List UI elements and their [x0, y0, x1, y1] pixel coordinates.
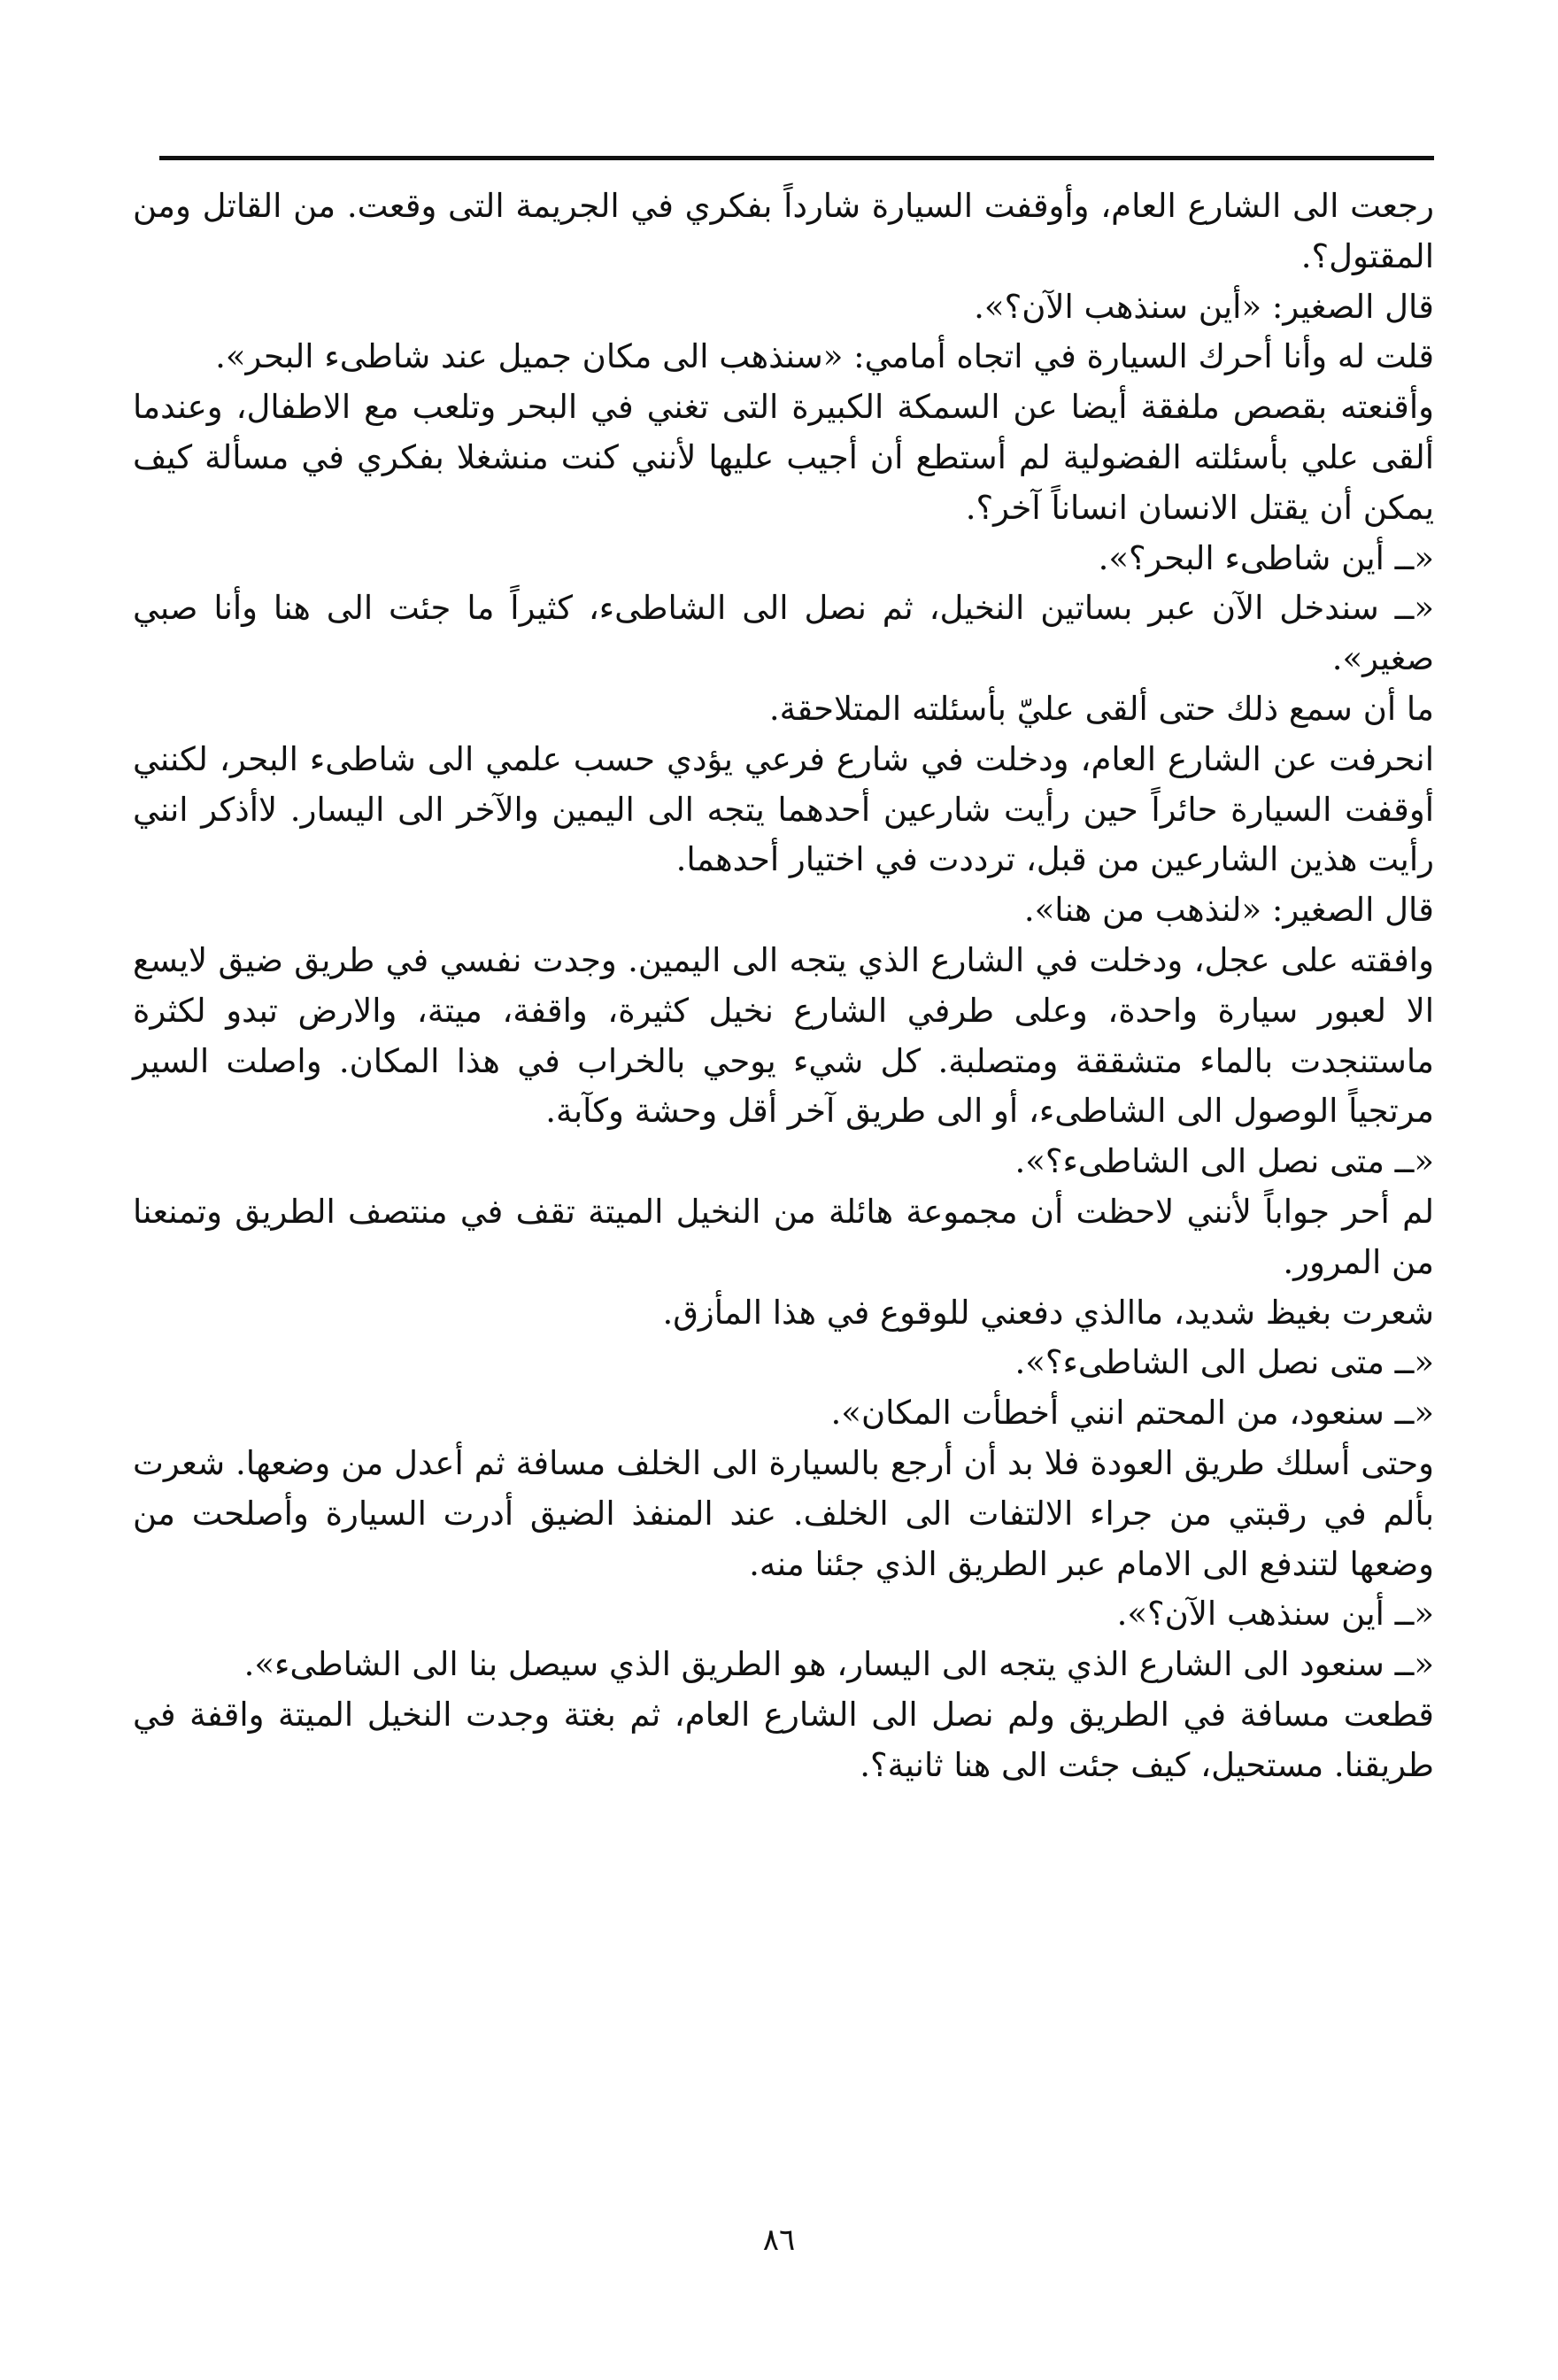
paragraph: وأقنعته بقصص ملفقة أيضا عن السمكة الكبيرة التى تغني في البحر وتلعب مع الاطفال، وعندما ألقى علي بأسئلته الفضولية لم أستطع أن أجيب عليها لأنني كنت منشغلا بفكري في مسألة كيف يمكن أن يقتل الانسان انساناً آخر؟. — [133, 388, 1434, 527]
paragraph: قال الصغير: «أين سنذهب الآن؟». — [974, 287, 1434, 326]
paragraph: قلت له وأنا أحرك السيارة في اتجاه أمامي: «سنذهب الى مكان جميل عند شاطىء البحر». — [215, 337, 1434, 376]
paragraph: «ــ متى نصل الى الشاطىء؟». — [1014, 1343, 1434, 1382]
paragraph: «ــ أين شاطىء البحر؟». — [1098, 538, 1434, 577]
paragraph: وافقته على عجل، ودخلت في الشارع الذي يتجه الى اليمين. وجدت نفسي في طريق ضيق لايسع الا لعبور سيارة واحدة، وعلى طرفي الشارع نخيل كثيرة، واقفة، ميتة، والارض تبدو لكثرة ماستنجدت بالماء متشققة ومتصلبة. كل شيء يوحي بالخراب في هذا المكان. واصلت السير مرتجياً الوصول الى الشاطىء، أو الى طريق آخر أقل وحشة وكآبة. — [133, 940, 1434, 1131]
paragraph: وحتى أسلك طريق العودة فلا بد أن أرجع بالسيارة الى الخلف مسافة ثم أعدل من وضعها. شعرت بألم في رقبتي من جراء الالتفات الى الخلف. عند المنفذ الضيق أدرت السيارة وأصلحت من وضعها لتندفع الى الامام عبر الطريق الذي جئنا منه. — [133, 1443, 1434, 1583]
top-divider-rule — [159, 156, 1434, 160]
paragraph: قال الصغير: «لنذهب من هنا». — [1023, 891, 1434, 930]
paragraph: رجعت الى الشارع العام، وأوقفت السيارة شارداً بفكري في الجريمة التى وقعت. من القاتل ومن المقتول؟. — [133, 187, 1434, 275]
paragraph: «ــ متى نصل الى الشاطىء؟». — [1014, 1142, 1434, 1181]
paragraph: «ــ سنعود، من المحتم انني أخطأت المكان». — [830, 1394, 1434, 1433]
page-number: ٨٦ — [762, 2222, 796, 2258]
paragraph: انحرفت عن الشارع العام، ودخلت في شارع فرعي يؤدي حسب علمي الى شاطىء البحر، لكنني أوقفت السيارة حائراً حين رأيت شارعين أحدهما يتجه الى اليمين والآخر الى اليسار. لاأذكر انني رأيت هذين الشارعين من قبل، ترددت في اختيار أحدهما. — [133, 739, 1434, 879]
paragraph: لم أحر جواباً لأنني لاحظت أن مجموعة هائلة من النخيل الميتة تقف في منتصف الطريق وتمنعنا من المرور. — [133, 1192, 1434, 1281]
paragraph: «ــ أين سنذهب الآن؟». — [1116, 1595, 1434, 1634]
paragraph: «ــ سنعود الى الشارع الذي يتجه الى اليسار، هو الطريق الذي سيصل بنا الى الشاطىء». — [243, 1645, 1434, 1684]
paragraph: قطعت مسافة في الطريق ولم نصل الى الشارع العام، ثم بغتة وجدت النخيل الميتة واقفة في طريقنا. مستحيل، كيف جئت الى هنا ثانية؟. — [133, 1695, 1434, 1784]
paragraph: ما أن سمع ذلك حتى ألقى عليّ بأسئلته المتلاحقة. — [768, 689, 1434, 728]
paragraph: «ــ سندخل الآن عبر بساتين النخيل، ثم نصل الى الشاطىء، كثيراً ما جئت الى هنا وأنا صبي صغير». — [133, 589, 1434, 678]
body-text — [133, 182, 1434, 1791]
paragraph: شعرت بغيظ شديد، ماالذي دفعني للوقوع في هذا المأزق. — [662, 1293, 1434, 1332]
